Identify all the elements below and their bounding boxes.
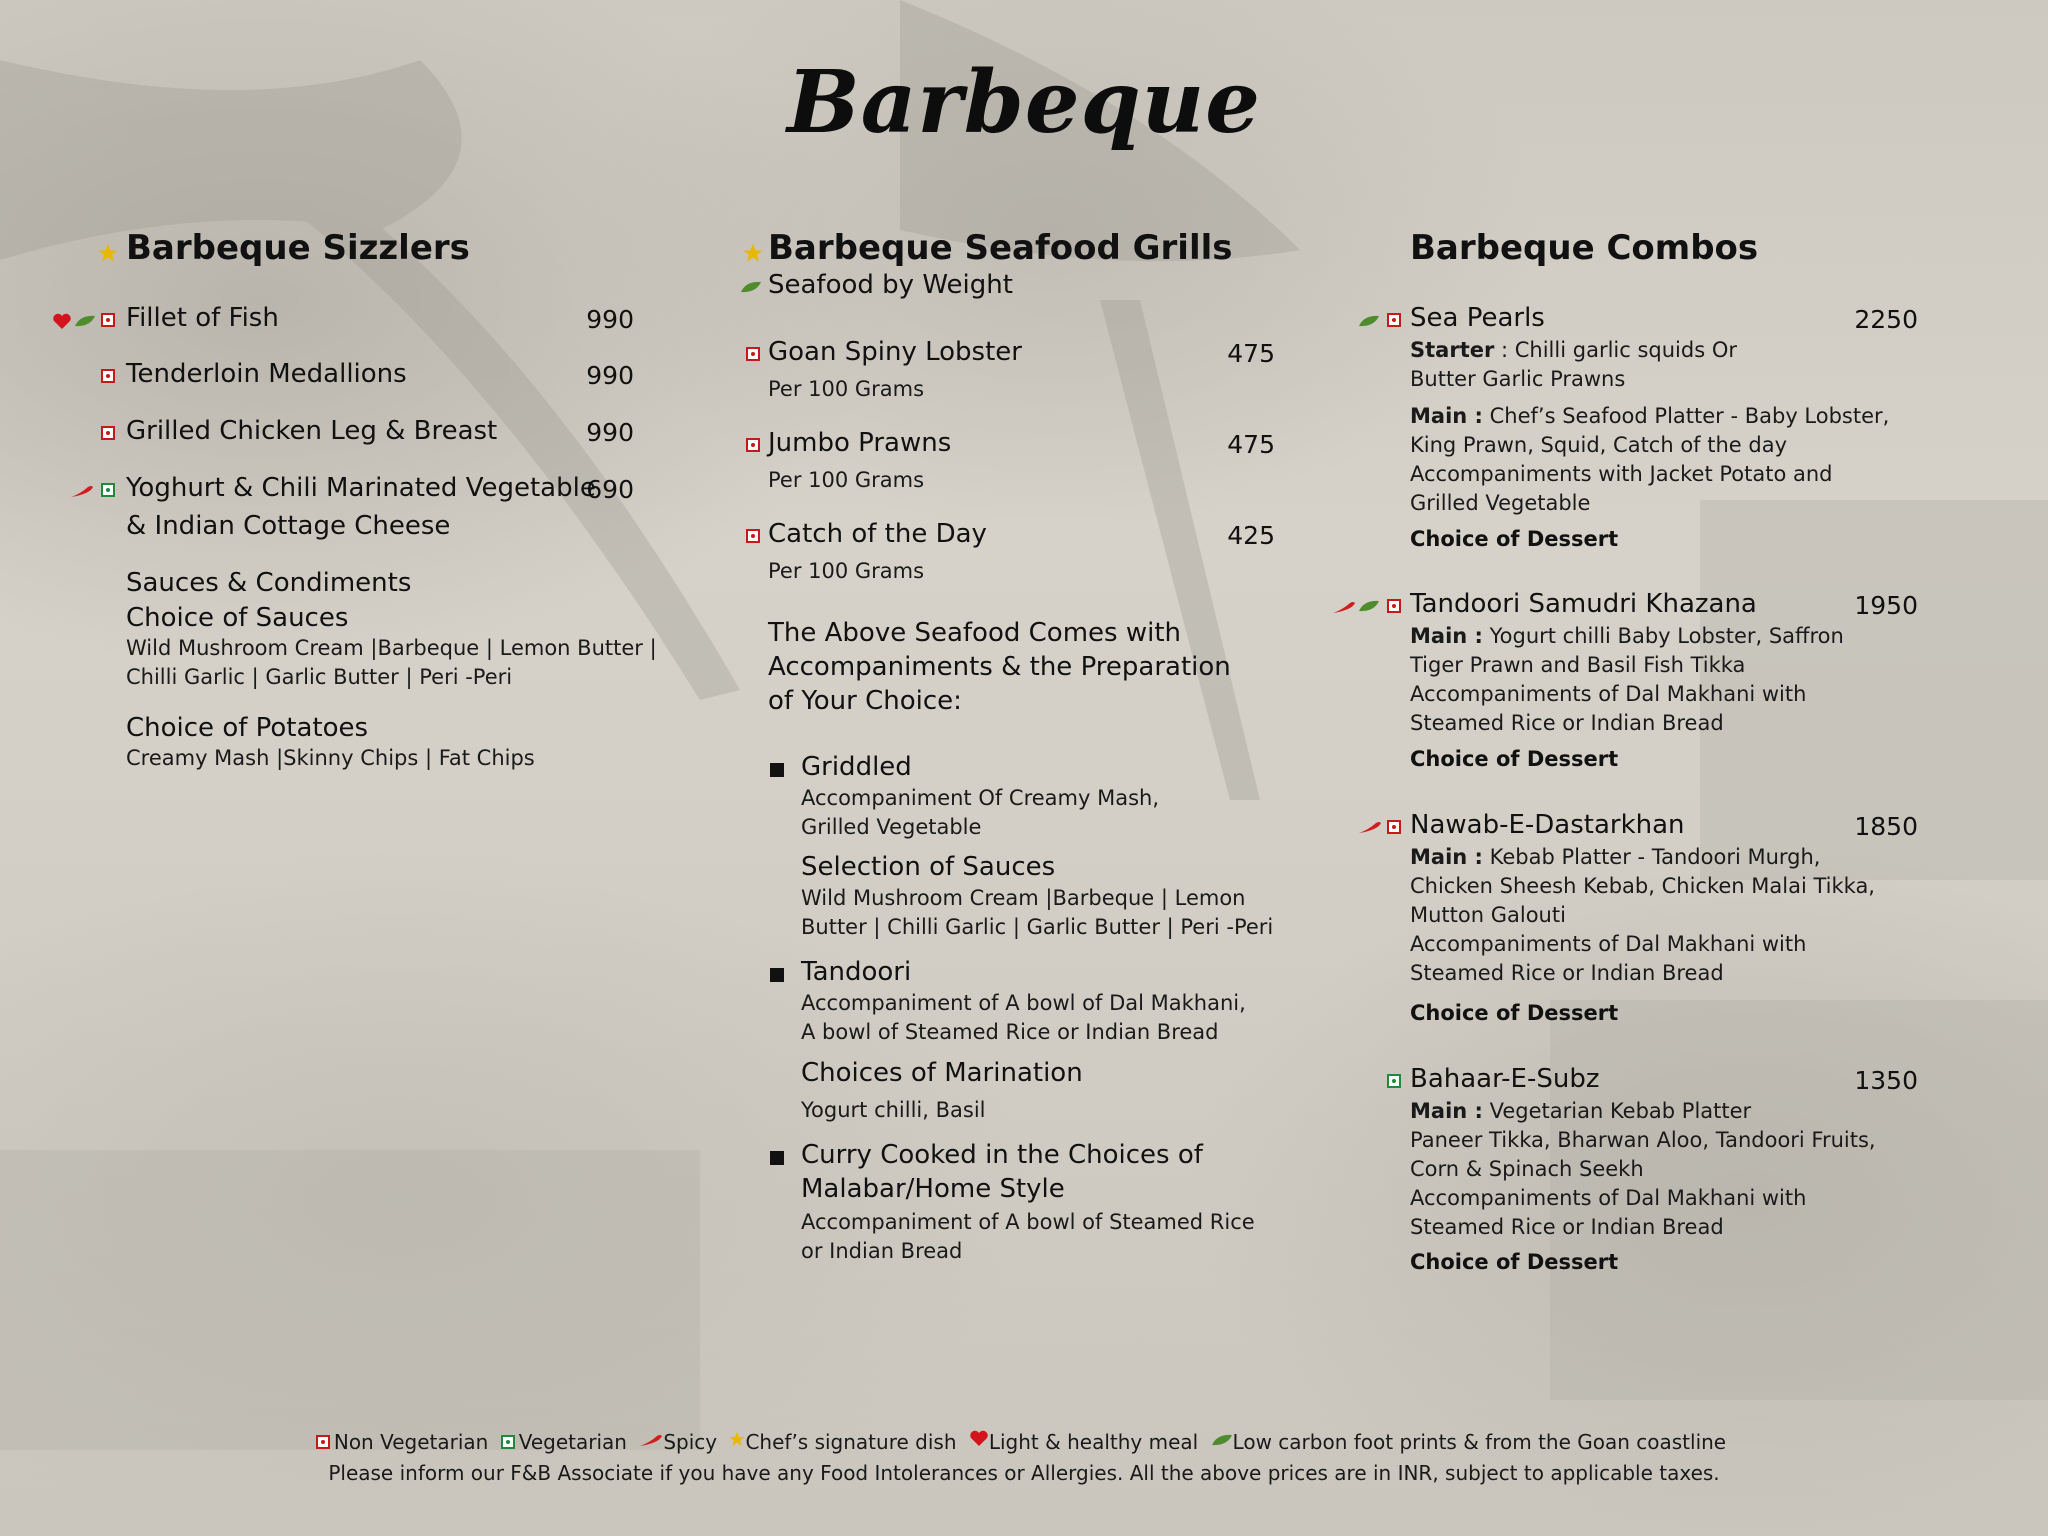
- bullet-icon: [770, 763, 784, 777]
- main-text: Vegetarian Kebab Platter: [1482, 1099, 1752, 1123]
- selection-of-sauces-desc-line2: Butter | Chilli Garlic | Garlic Butter | Peri -Peri: [801, 915, 1274, 939]
- non-veg-icon: [316, 1435, 330, 1449]
- combo-name: Bahaar-E-Subz: [1410, 1064, 1600, 1094]
- low-carbon-leaf-icon: [1358, 599, 1380, 613]
- combo-main-line4: Accompaniments of Dal Makhani with: [1410, 1186, 1807, 1210]
- item-price: 475: [1227, 430, 1275, 459]
- seafood-subheading: Seafood by Weight: [768, 270, 1013, 300]
- selection-of-sauces: Selection of Sauces: [801, 852, 1056, 882]
- combo-main-line2: Tiger Prawn and Basil Fish Tikka: [1410, 653, 1746, 677]
- item-price: 990: [586, 305, 634, 334]
- combo-price: 1950: [1854, 591, 1918, 620]
- combo-main: [1410, 402, 1889, 431]
- item-name: Yoghurt & Chili Marinated Vegetable: [126, 473, 596, 503]
- combo-main-line2: King Prawn, Squid, Catch of the day: [1410, 433, 1788, 457]
- low-carbon-leaf-icon: [74, 314, 96, 328]
- sauces-subheading: Choice of Sauces: [126, 603, 349, 633]
- combo-price: 2250: [1854, 305, 1918, 334]
- combo-main: [1410, 1097, 1751, 1126]
- potatoes-list: Creamy Mash |Skinny Chips | Fat Chips: [126, 746, 535, 770]
- combo-main-line3: Accompaniments of Dal Makhani with: [1410, 682, 1807, 706]
- legend-signature: Chef’s signature dish: [745, 1429, 957, 1454]
- sauces-heading: Sauces & Condiments: [126, 568, 412, 598]
- non-veg-icon: [746, 438, 760, 452]
- choices-of-marination: Choices of Marination: [801, 1058, 1083, 1088]
- main-text: Yogurt chilli Baby Lobster, Saffron: [1482, 624, 1844, 648]
- combo-main: [1410, 843, 1821, 872]
- starter-label: Starter: [1410, 338, 1495, 362]
- item-price: 475: [1227, 339, 1275, 368]
- item-name: Grilled Chicken Leg & Breast: [126, 416, 498, 446]
- combo-dessert: Choice of Dessert: [1410, 1001, 1619, 1025]
- combo-main-line3: Corn & Spinach Seekh: [1410, 1157, 1644, 1181]
- low-carbon-leaf-icon: [1358, 314, 1380, 328]
- non-veg-icon: [746, 529, 760, 543]
- combo-dessert: Choice of Dessert: [1410, 747, 1619, 771]
- spicy-chili-icon: [70, 484, 94, 498]
- low-carbon-leaf-icon: [740, 280, 762, 294]
- non-veg-icon: [1387, 313, 1401, 327]
- allergy-disclaimer: Please inform our F&B Associate if you have any Food Intolerances or Allergies. All the above prices are in INR, subject to applicable taxes.: [328, 1461, 1720, 1485]
- bullet-icon: [770, 1151, 784, 1165]
- prep-curry-desc: Accompaniment of A bowl of Steamed Rice: [801, 1210, 1255, 1234]
- healthy-heart-icon: [52, 312, 72, 330]
- non-veg-icon: [746, 347, 760, 361]
- prep-tandoori-desc: Accompaniment of A bowl of Dal Makhani,: [801, 991, 1246, 1015]
- prep-griddled-desc-line2: Grilled Vegetable: [801, 815, 982, 839]
- sauces-list-line2: Chilli Garlic | Garlic Butter | Peri -Peri: [126, 665, 513, 689]
- combo-main-line5: Steamed Rice or Indian Bread: [1410, 1215, 1724, 1239]
- potatoes-heading: Choice of Potatoes: [126, 713, 369, 743]
- item-price: 425: [1227, 521, 1275, 550]
- combo-main-line4: Grilled Vegetable: [1410, 491, 1591, 515]
- combo-main: [1410, 622, 1844, 651]
- item-name-line2: & Indian Cottage Cheese: [126, 511, 451, 541]
- legend-spicy: Spicy: [663, 1429, 718, 1454]
- bullet-icon: [770, 968, 784, 982]
- main-label: Main :: [1410, 1099, 1483, 1123]
- combo-main-line4: Accompaniments of Dal Makhani with: [1410, 932, 1807, 956]
- item-unit: Per 100 Grams: [768, 377, 925, 401]
- non-veg-icon: [101, 369, 115, 383]
- sauces-list: Wild Mushroom Cream |Barbeque | Lemon Butter |: [126, 636, 657, 660]
- prep-griddled: Griddled: [801, 752, 912, 782]
- section-heading-sizzlers: Barbeque Sizzlers: [126, 228, 470, 268]
- spicy-chili-icon: [1358, 820, 1382, 834]
- spicy-chili-icon: [639, 1433, 663, 1447]
- legend-low-carbon: Low carbon foot prints & from the Goan coastline: [1232, 1429, 1727, 1454]
- seafood-note-line3: of Your Choice:: [768, 686, 962, 716]
- chef-signature-star-icon: [98, 243, 118, 263]
- prep-curry: Curry Cooked in the Choices of: [801, 1140, 1203, 1170]
- legend-non-veg: Non Vegetarian: [333, 1429, 489, 1454]
- main-label: Main :: [1410, 404, 1483, 428]
- healthy-heart-icon: [969, 1429, 989, 1447]
- combo-main-line4: Steamed Rice or Indian Bread: [1410, 711, 1724, 735]
- combo-starter: [1410, 336, 1737, 365]
- spicy-chili-icon: [1332, 600, 1356, 614]
- combo-main-line3: Mutton Galouti: [1410, 903, 1566, 927]
- item-name: Catch of the Day: [768, 519, 987, 549]
- prep-tandoori: Tandoori: [801, 957, 912, 987]
- seafood-note-line2: Accompaniments & the Preparation: [768, 652, 1231, 682]
- legend-healthy: Light & healthy meal: [988, 1429, 1199, 1454]
- combo-price: 1850: [1854, 812, 1918, 841]
- prep-griddled-desc: Accompaniment Of Creamy Mash,: [801, 786, 1160, 810]
- item-unit: Per 100 Grams: [768, 468, 925, 492]
- non-veg-icon: [101, 313, 115, 327]
- prep-curry-line2: Malabar/Home Style: [801, 1174, 1065, 1204]
- combo-price: 1350: [1854, 1066, 1918, 1095]
- prep-tandoori-desc-line2: A bowl of Steamed Rice or Indian Bread: [801, 1020, 1219, 1044]
- seafood-note: The Above Seafood Comes with: [768, 618, 1181, 648]
- combo-main-line2: Paneer Tikka, Bharwan Aloo, Tandoori Fruits,: [1410, 1128, 1876, 1152]
- non-veg-icon: [101, 426, 115, 440]
- combo-name: Sea Pearls: [1410, 303, 1545, 333]
- combo-main-line5: Steamed Rice or Indian Bread: [1410, 961, 1724, 985]
- starter-text: : Chilli garlic squids Or: [1494, 338, 1737, 362]
- combo-main-line3: Accompaniments with Jacket Potato and: [1410, 462, 1833, 486]
- non-veg-icon: [1387, 820, 1401, 834]
- veg-icon: [101, 483, 115, 497]
- main-text: Chef’s Seafood Platter - Baby Lobster,: [1482, 404, 1890, 428]
- veg-icon: [1387, 1074, 1401, 1088]
- prep-curry-desc-line2: or Indian Bread: [801, 1239, 963, 1263]
- combo-name: Nawab-E-Dastarkhan: [1410, 810, 1685, 840]
- combo-name: Tandoori Samudri Khazana: [1410, 589, 1757, 619]
- item-name: Tenderloin Medallions: [126, 359, 407, 389]
- page-title: Barbeque: [787, 52, 1261, 153]
- selection-of-sauces-desc: Wild Mushroom Cream |Barbeque | Lemon: [801, 886, 1246, 910]
- main-label: Main :: [1410, 845, 1483, 869]
- non-veg-icon: [1387, 599, 1401, 613]
- combo-dessert: Choice of Dessert: [1410, 1250, 1619, 1274]
- item-name: Fillet of Fish: [126, 303, 279, 333]
- section-heading-combos: Barbeque Combos: [1410, 228, 1759, 268]
- chef-signature-star-icon: [743, 243, 763, 263]
- veg-icon: [501, 1435, 515, 1449]
- combo-dessert: Choice of Dessert: [1410, 527, 1619, 551]
- combo-main-line2: Chicken Sheesh Kebab, Chicken Malai Tikka,: [1410, 874, 1875, 898]
- item-name: Goan Spiny Lobster: [768, 337, 1022, 367]
- main-label: Main :: [1410, 624, 1483, 648]
- legend-veg: Vegetarian: [518, 1429, 627, 1454]
- combo-starter-line2: Butter Garlic Prawns: [1410, 367, 1626, 391]
- item-name: Jumbo Prawns: [768, 428, 952, 458]
- item-price: 990: [586, 361, 634, 390]
- section-heading-seafood: Barbeque Seafood Grills: [768, 228, 1233, 268]
- legend: [0, 1428, 2048, 1454]
- chef-signature-star-icon: [729, 1431, 745, 1447]
- item-price: 690: [586, 475, 634, 504]
- item-price: 990: [586, 418, 634, 447]
- low-carbon-leaf-icon: [1211, 1433, 1233, 1447]
- item-unit: Per 100 Grams: [768, 559, 925, 583]
- marination-desc: Yogurt chilli, Basil: [801, 1098, 986, 1122]
- main-text: Kebab Platter - Tandoori Murgh,: [1482, 845, 1821, 869]
